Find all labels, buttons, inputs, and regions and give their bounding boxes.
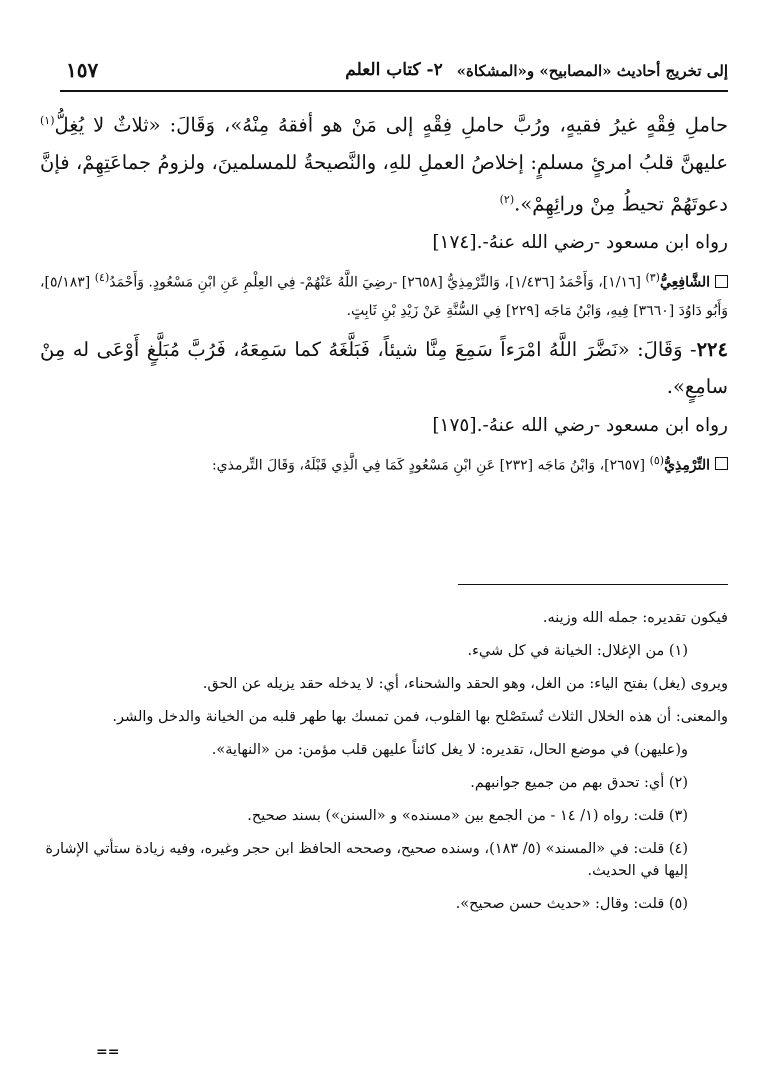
- footnote-line: (٤) قلت: في «المسند» (٥/ ١٨٣)، وسنده صحيح، وصححه الحافظ ابن حجر وغيره، وفيه زيادة ستأتي الإشارة إليها في الحديث.: [45, 841, 688, 879]
- narration-174: رواه ابن مسعود -رضي الله عنهُ-.[١٧٤]: [432, 232, 728, 253]
- footnote-line: والمعنى: أن هذه الخلال الثلاث تُستَصْلح بها القلوب، فمن تمسك بها طهر قلبه من الخيانة والدخل والشر.: [112, 709, 728, 725]
- footnote-ref-1: (١): [40, 114, 55, 127]
- narration-175: رواه ابن مسعود -رضي الله عنهُ-.[١٧٥]: [432, 414, 728, 436]
- footnote-line: و(عليهن) في موضع الحال، تقديره: لا يغل كائناً عليهن قلب مؤمن: من «النهاية».: [211, 742, 688, 758]
- hadith-line-1: حاملِ فِقْهٍ غيرُ فقيهٍ، ورُبَّ حاملِ فِقْهٍ إلى مَنْ هو أفقهُ مِنْهُ»، وَقَالَ: «ثلاثٌ لا يُغِلُّ: [54, 113, 728, 137]
- footnote-line: ويروى (يغل) بفتح الياء: من الغل، وهو الحقد والشحناء، أي: لا يدخله حقد يزيله عن الحق.: [202, 676, 728, 692]
- footnote-ref-5: (٥): [649, 453, 665, 467]
- footnote-line: (٢) أي: تحدق بهم من جميع جوانبهم.: [470, 775, 688, 791]
- footnote-line: (٥) قلت: وقال: «حديث حسن صحيح».: [455, 896, 688, 912]
- takhrij-source-tirmidhi: التِّرْمِذِيُّ: [664, 457, 710, 474]
- book-title: إلى تخريج أحاديث «المصابيح» و«المشكاة»: [456, 62, 728, 80]
- footnote-ref-2: (٢): [499, 192, 515, 206]
- hadith-line-2: عليهنَّ قلبُ امرئٍ مسلمٍ: إخلاصُ العملِ للهِ، والنَّصيحةُ للمسلمينَ، ولزومُ جماعَتِهِمْ،: [76, 150, 728, 174]
- chapter-title: ٢- كتاب العلم: [345, 60, 443, 80]
- footnote-ref-3: (٣): [645, 271, 660, 284]
- takhrij-175: [40, 447, 728, 480]
- end-mark: ==: [96, 1044, 120, 1060]
- footnote-ref-4: (٤): [94, 271, 110, 284]
- takhrij-text-c: [٢٦٥٧]، وَابْنُ مَاجَه [٢٣٢] عَنِ ابْنِ مَسْعُودٍ كَمَا فِي الَّذِي قَبْلَهُ، وَقَالَ التِّرمذي:: [211, 457, 646, 474]
- takhrij-text-a: [١/١٦]، وَأَحْمَدُ [١/٤٣٦]، وَالتِّرْمِذِيُّ [٢٦٥٨] -رضِيَ اللَّهُ عَنْهُمْ- فِي العِلْمِ عَنِ ابْنِ مَسْعُودٍ. وَأَحْمَدُ: [109, 274, 641, 291]
- footnote-line: (٣) قلت: رواه (١/ ١٤ - من الجمع بين «مسنده» و «السنن») بسند صحيح.: [247, 808, 688, 824]
- hadith-line-3: فإنَّ دعوتَهُمْ تحيطُ مِنْ ورائِهِمْ».: [40, 150, 728, 215]
- takhrij-source-shafii: الشَّافِعِيُّ: [659, 274, 710, 291]
- hadith-224-text: - وَقَالَ: «نَضَّرَ اللَّهُ امْرَءاً سَمِعَ مِنَّا شيئاً، فَبَلَّغَهُ كما سَمِعَهُ، فَرُبَّ مُبَلَّغٍ أَوْعَى له مِنْ سامِعٍ».: [40, 337, 728, 398]
- takhrij-174: [40, 264, 728, 325]
- hadith-number: ٢٢٤: [696, 337, 728, 361]
- page-header: [60, 56, 728, 92]
- main-text: [40, 102, 728, 479]
- hadith-continuation: [40, 102, 728, 222]
- square-box-icon: [715, 275, 728, 288]
- takhrij-text-b: [٥/١٨٣]، وَأَبُو دَاوُدَ [٣٦٦٠] فِيهِ، وَابْنُ مَاجَه [٢٢٩] فِي السُّنَّةِ عَنْ زَيْدِ بْنِ ثَابِتٍ.: [40, 274, 728, 319]
- footnote-line: (١) من الإغلال: الخيانة في كل شيء.: [467, 643, 688, 659]
- page-number: ١٥٧: [66, 58, 99, 82]
- hadith-224: [40, 331, 728, 405]
- footnote-line: فيكون تقديره: جمله الله وزينه.: [542, 610, 728, 626]
- footnotes-section: [40, 607, 728, 926]
- square-box-icon: [715, 457, 728, 470]
- footnote-divider: [458, 584, 728, 585]
